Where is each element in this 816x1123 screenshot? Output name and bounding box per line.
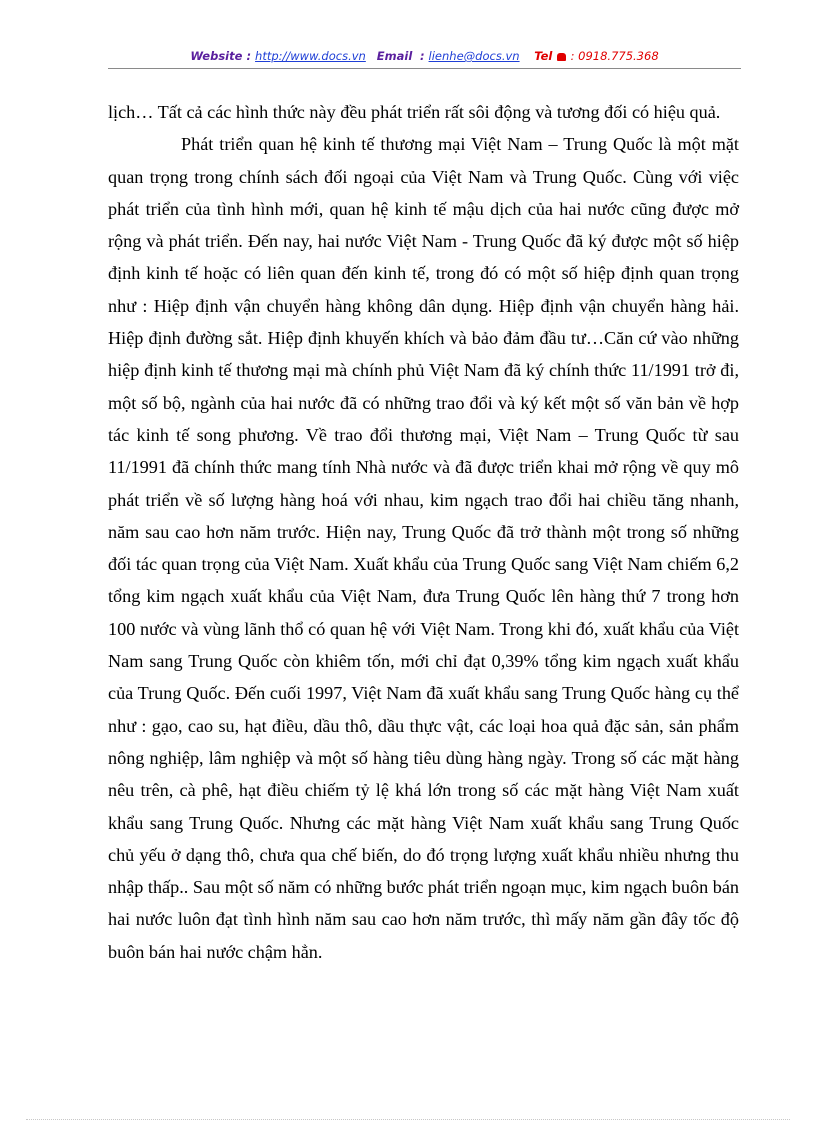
email-separator: : <box>415 49 429 63</box>
tel-label: Tel <box>534 49 553 63</box>
email-label: Email <box>376 49 413 63</box>
paragraph-2: Phát triển quan hệ kinh tế thương mại Việt Nam – Trung Quốc là một mặt quan trọng trong chính sách đối ngoại của Việt Nam và Trung Quốc. Cùng với việc phát triển của tình hình mới, quan hệ kinh tế mậu dịch của hai nước cũng được mở rộng và phát triển. Đến nay, hai nước Việt Nam - Trung Quốc đã ký được một số hiệp định kinh tế hoặc có liên quan đến kinh tế, trong đó có một số hiệp định quan trọng như : Hiệp định vận chuyển hàng không dân dụng. Hiệp định vận chuyển hàng hải. Hiệp định đường sắt. Hiệp định khuyến khích và bảo đảm đầu tư…Căn cứ vào những hiệp định kinh tế thương mại mà chính phủ Việt Nam đã ký chính thức 11/1991 trở đi, một số bộ, ngành của hai nước đã có những trao đổi và ký kết một số văn bản về hợp tác kinh tế song phương. Về trao đổi thương mại, Việt Nam – Trung Quốc từ sau 11/1991 đã chính thức mang tính Nhà nước và đã được triển khai mở rộng về quy mô phát triển về số lượng hàng hoá với nhau, kim ngạch trao đổi hai chiều tăng nhanh, năm sau cao hơn năm trước. Hiện nay, Trung Quốc đã trở thành một trong số những đối tác quan trọng của Việt Nam. Xuất khẩu của Trung Quốc sang Việt Nam chiếm 6,2 tổng kim ngạch xuất khẩu của Việt Nam, đưa Trung Quốc lên hàng thứ 7 trong hơn 100 nước và vùng lãnh thổ có quan hệ với Việt Nam. Trong khi đó, xuất khẩu của Việt Nam sang Trung Quốc còn khiêm tốn, mới chỉ đạt 0,39% tổng kim ngạch xuất khẩu của Trung Quốc. Đến cuối 1997, Việt Nam đã xuất khẩu sang Trung Quốc hàng cụ thể như : gạo, cao su, hạt điều, dầu thô, dầu thực vật, các loại hoa quả đặc sản, sản phẩm nông nghiệp, lâm nghiệp và một số hàng tiêu dùng hàng ngày. Trong số các mặt hàng nêu trên, cà phê, hạt điều chiếm tỷ lệ khá lớn trong số các mặt hàng Việt Nam xuất khẩu sang Trung Quốc. Nhưng các mặt hàng Việt Nam xuất khẩu sang Trung Quốc chủ yếu ở dạng thô, chưa qua chế biến, do đó trọng lượng xuất khẩu nhiều nhưng thu nhập thấp.. Sau một số năm có những bước phát triển ngoạn mục, kim ngạch buôn bán hai nước luôn đạt tình hình năm sau cao hơn năm trước, thì mấy năm gần đây tốc độ buôn bán hai nước chậm hẳn. <box>108 134 739 962</box>
phone-icon <box>557 53 566 61</box>
footer-divider <box>26 1119 790 1120</box>
website-label: Website <box>190 49 243 63</box>
document-body <box>108 96 739 968</box>
tel-separator: : <box>566 49 579 63</box>
email-link[interactable]: lienhe@docs.vn <box>428 49 520 63</box>
website-link[interactable]: http://www.docs.vn <box>255 49 366 63</box>
tel-number: 0918.775.368 <box>578 49 659 63</box>
page-header <box>108 46 741 69</box>
website-separator: : <box>242 49 256 63</box>
paragraph-1: lịch… Tất cả các hình thức này đều phát triển rất sôi động và tương đối có hiệu quả. <box>108 102 721 122</box>
